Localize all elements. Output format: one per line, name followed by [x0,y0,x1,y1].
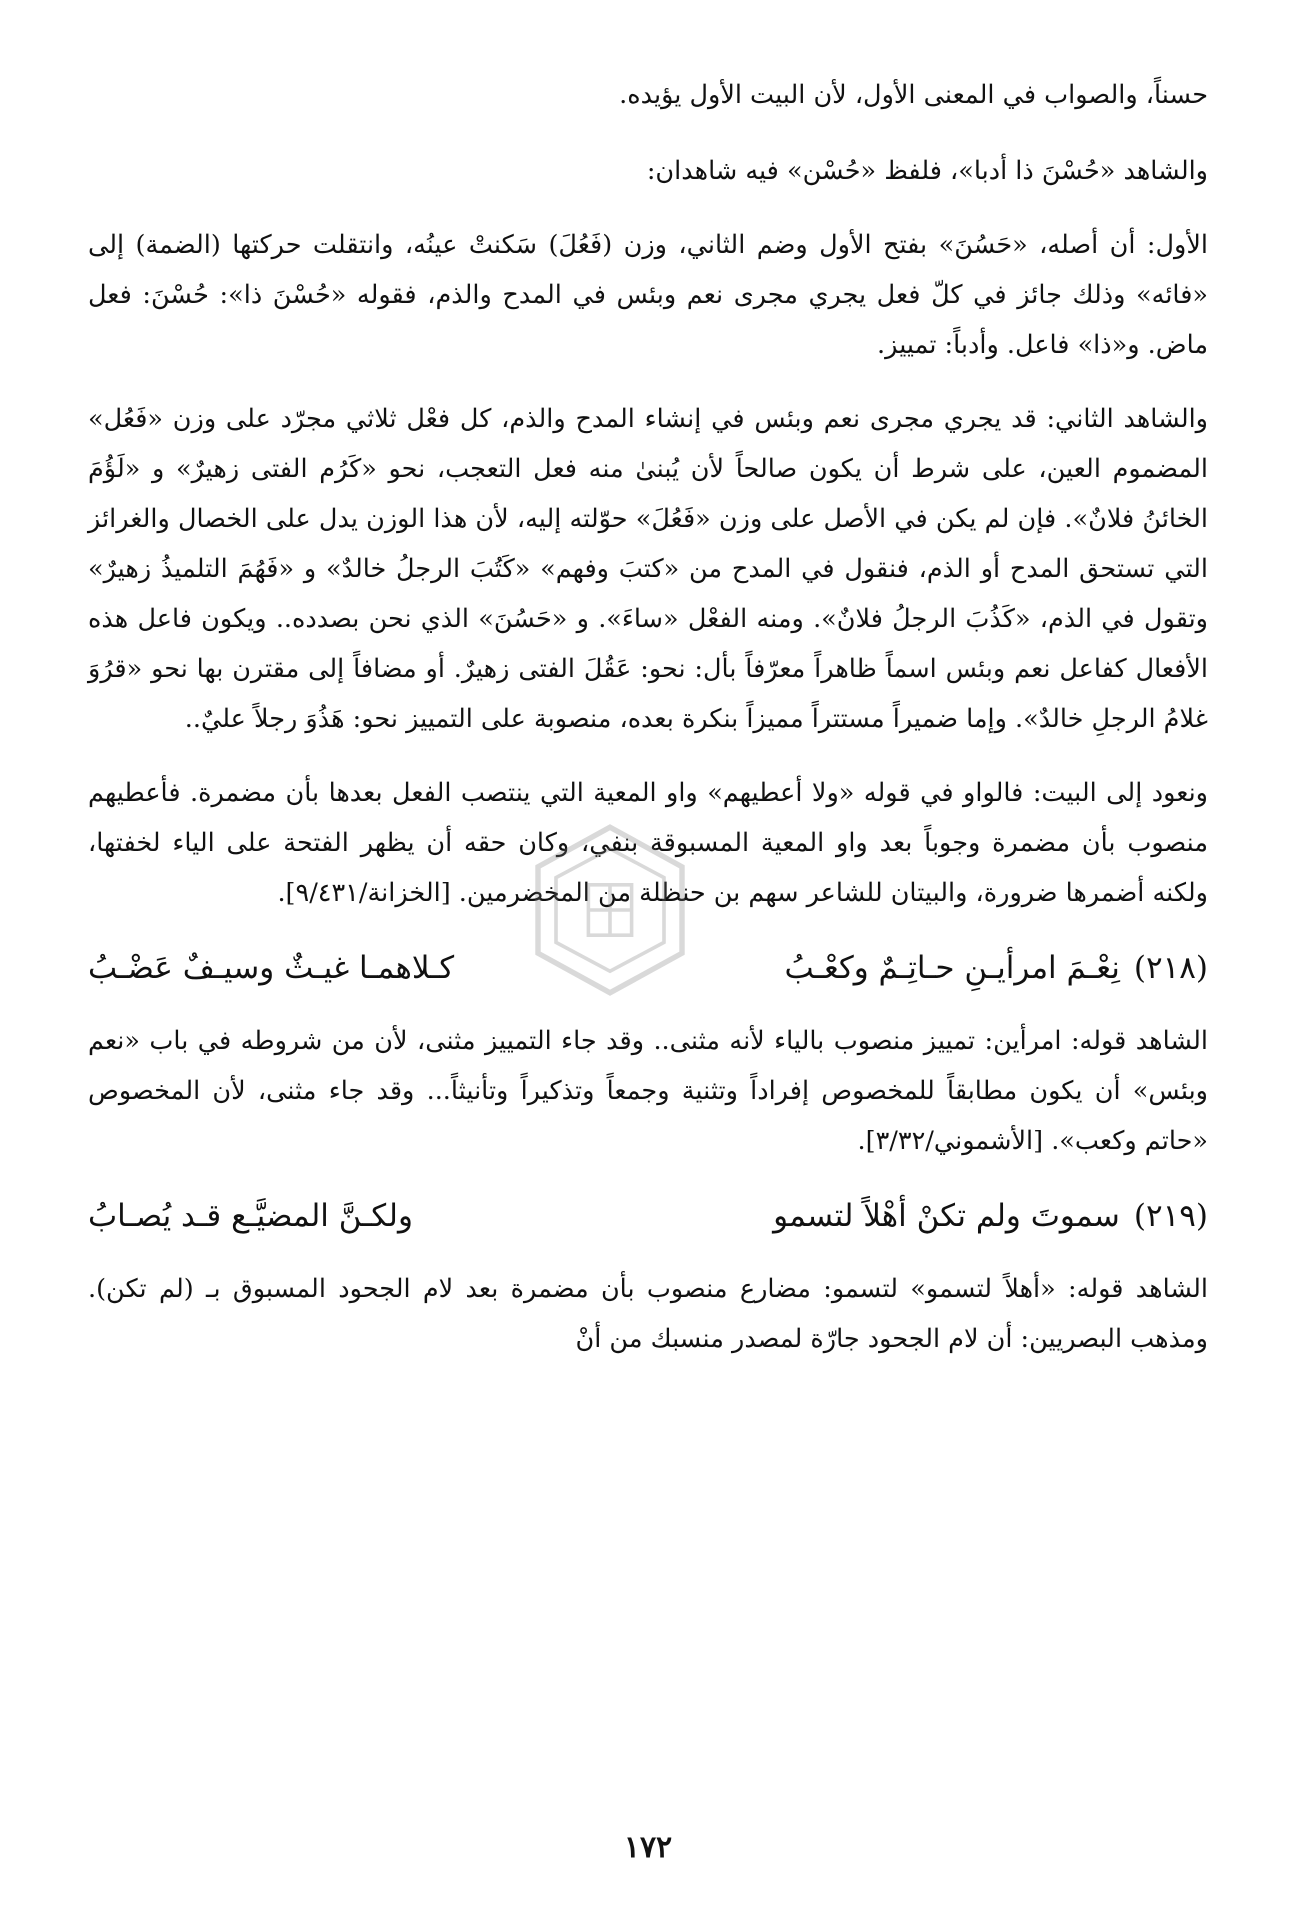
verse-number: (٢١٨) [1133,950,1208,986]
verse-218 [88,942,1208,994]
page-number: ١٧٢ [623,1830,673,1865]
paragraph-second-evidence: والشاهد الثاني: قد يجري مجرى نعم وبئس في إنشاء المدح والذم، كل فعْل ثلاثي مجرّد على وزن «فَعُل» المضموم العين، على شرط أن يكون صالحاً لأن يُبنىٰ منه فعل التعجب، نحو «كَرُم الفتى زهيرٌ» و «لَؤُمَ الخائنُ فلانٌ». فإن لم يكن في الأصل على وزن «فَعُلَ» حوّلته إليه، لأن هذا الوزن يدل على الخصال والغرائز التي تستحق المدح أو الذم، فنقول في المدح من «كتبَ وفهم» «كَتُبَ الرجلُ خالدٌ» و «فَهُمَ التلميذُ زهيرٌ» وتقول في الذم، «كَذُبَ الرجلُ فلانٌ». ومنه الفعْل «ساءَ». و «حَسُنَ» الذي نحن بصدده.. ويكون فاعل هذه الأفعال كفاعل نعم وبئس اسماً ظاهراً معرّفاً بأل: نحو: عَقُلَ الفتى زهيرٌ. أو مضافاً إلى مقترن بها نحو «قرُوَ غلامُ الرجلِ خالدٌ». وإما ضميراً مستتراً مميزاً بنكرة بعده، منصوبة على التمييز نحو: هَذُوَ رجلاً عليٌ.. [88,404,1208,734]
book-page [88,70,1208,1900]
verse-second-hemistich: ولكـنَّ المضيَّـع قـد يُصـابُ [87,1198,413,1234]
paragraph-verse-219-commentary: الشاهد قوله: «أهلاً لتسمو» لتسمو: مضارع منصوب بأن مضمرة بعد لام الجحود المسبوق بـ (لم تكن). ومذهب البصريين: أن لام الجحود جارّة لمصدر منسبك من أنْ [88,1274,1208,1354]
verse-first-hemistich: نِعْـمَ امرأيـنِ حـاتِـمٌ وكعْـبُ [784,950,1120,986]
verse-second-hemistich: كـلاهمـا غيـثٌ وسيـفٌ عَضْـبُ [88,950,455,986]
paragraph-shahid: والشاهد «حُسْنَ ذا أدبا»، فلفظ «حُسْن» فيه شاهدان: [646,156,1208,186]
verse-first-hemistich: سموتَ ولم تكنْ أهْلاً لتسمو [773,1198,1120,1234]
paragraph-intro: حسناً، والصواب في المعنى الأول، لأن البيت الأول يؤيده. [619,80,1208,110]
paragraph-return-to-verse: ونعود إلى البيت: فالواو في قوله «ولا أعطيهم» واو المعية التي ينتصب الفعل بعدها بأن مضمرة. فأعطيهم منصوب بأن مضمرة وجوباً بعد واو المعية المسبوقة بنفي، وكان حقه أن يظهر الفتحة على الياء لخفتها، ولكنه أضمرها ضرورة، والبيتان للشاعر سهم بن حنظلة من المخضرمين. [الخزانة/٩/٤٣١]. [88,778,1208,908]
paragraph-first-evidence: الأول: أن أصله، «حَسُنَ» بفتح الأول وضم الثاني، وزن (فَعُلَ) سَكنتْ عينُه، وانتقلت حركتها (الضمة) إلى «فائه» وذلك جائز في كلّ فعل يجري مجرى نعم وبئس في المدح والذم، فقوله «حُسْنَ ذا»: حُسْنَ: فعل ماض. و«ذا» فاعل. وأدباً: تمييز. [88,230,1208,360]
verse-number: (٢١٩) [1133,1198,1208,1234]
paragraph-verse-218-commentary: الشاهد قوله: امرأين: تمييز منصوب بالياء لأنه مثنى.. وقد جاء التمييز مثنى، لأن من شروطه في باب «نعم وبئس» أن يكون مطابقاً للمخصوص إفراداً وتثنية وجمعاً وتذكيراً وتأنيثاً... وقد جاء مثنى، لأن المخصوص «حاتم وكعب». [الأشموني/٣/٣٢]. [88,1026,1208,1156]
verse-219 [88,1190,1208,1242]
